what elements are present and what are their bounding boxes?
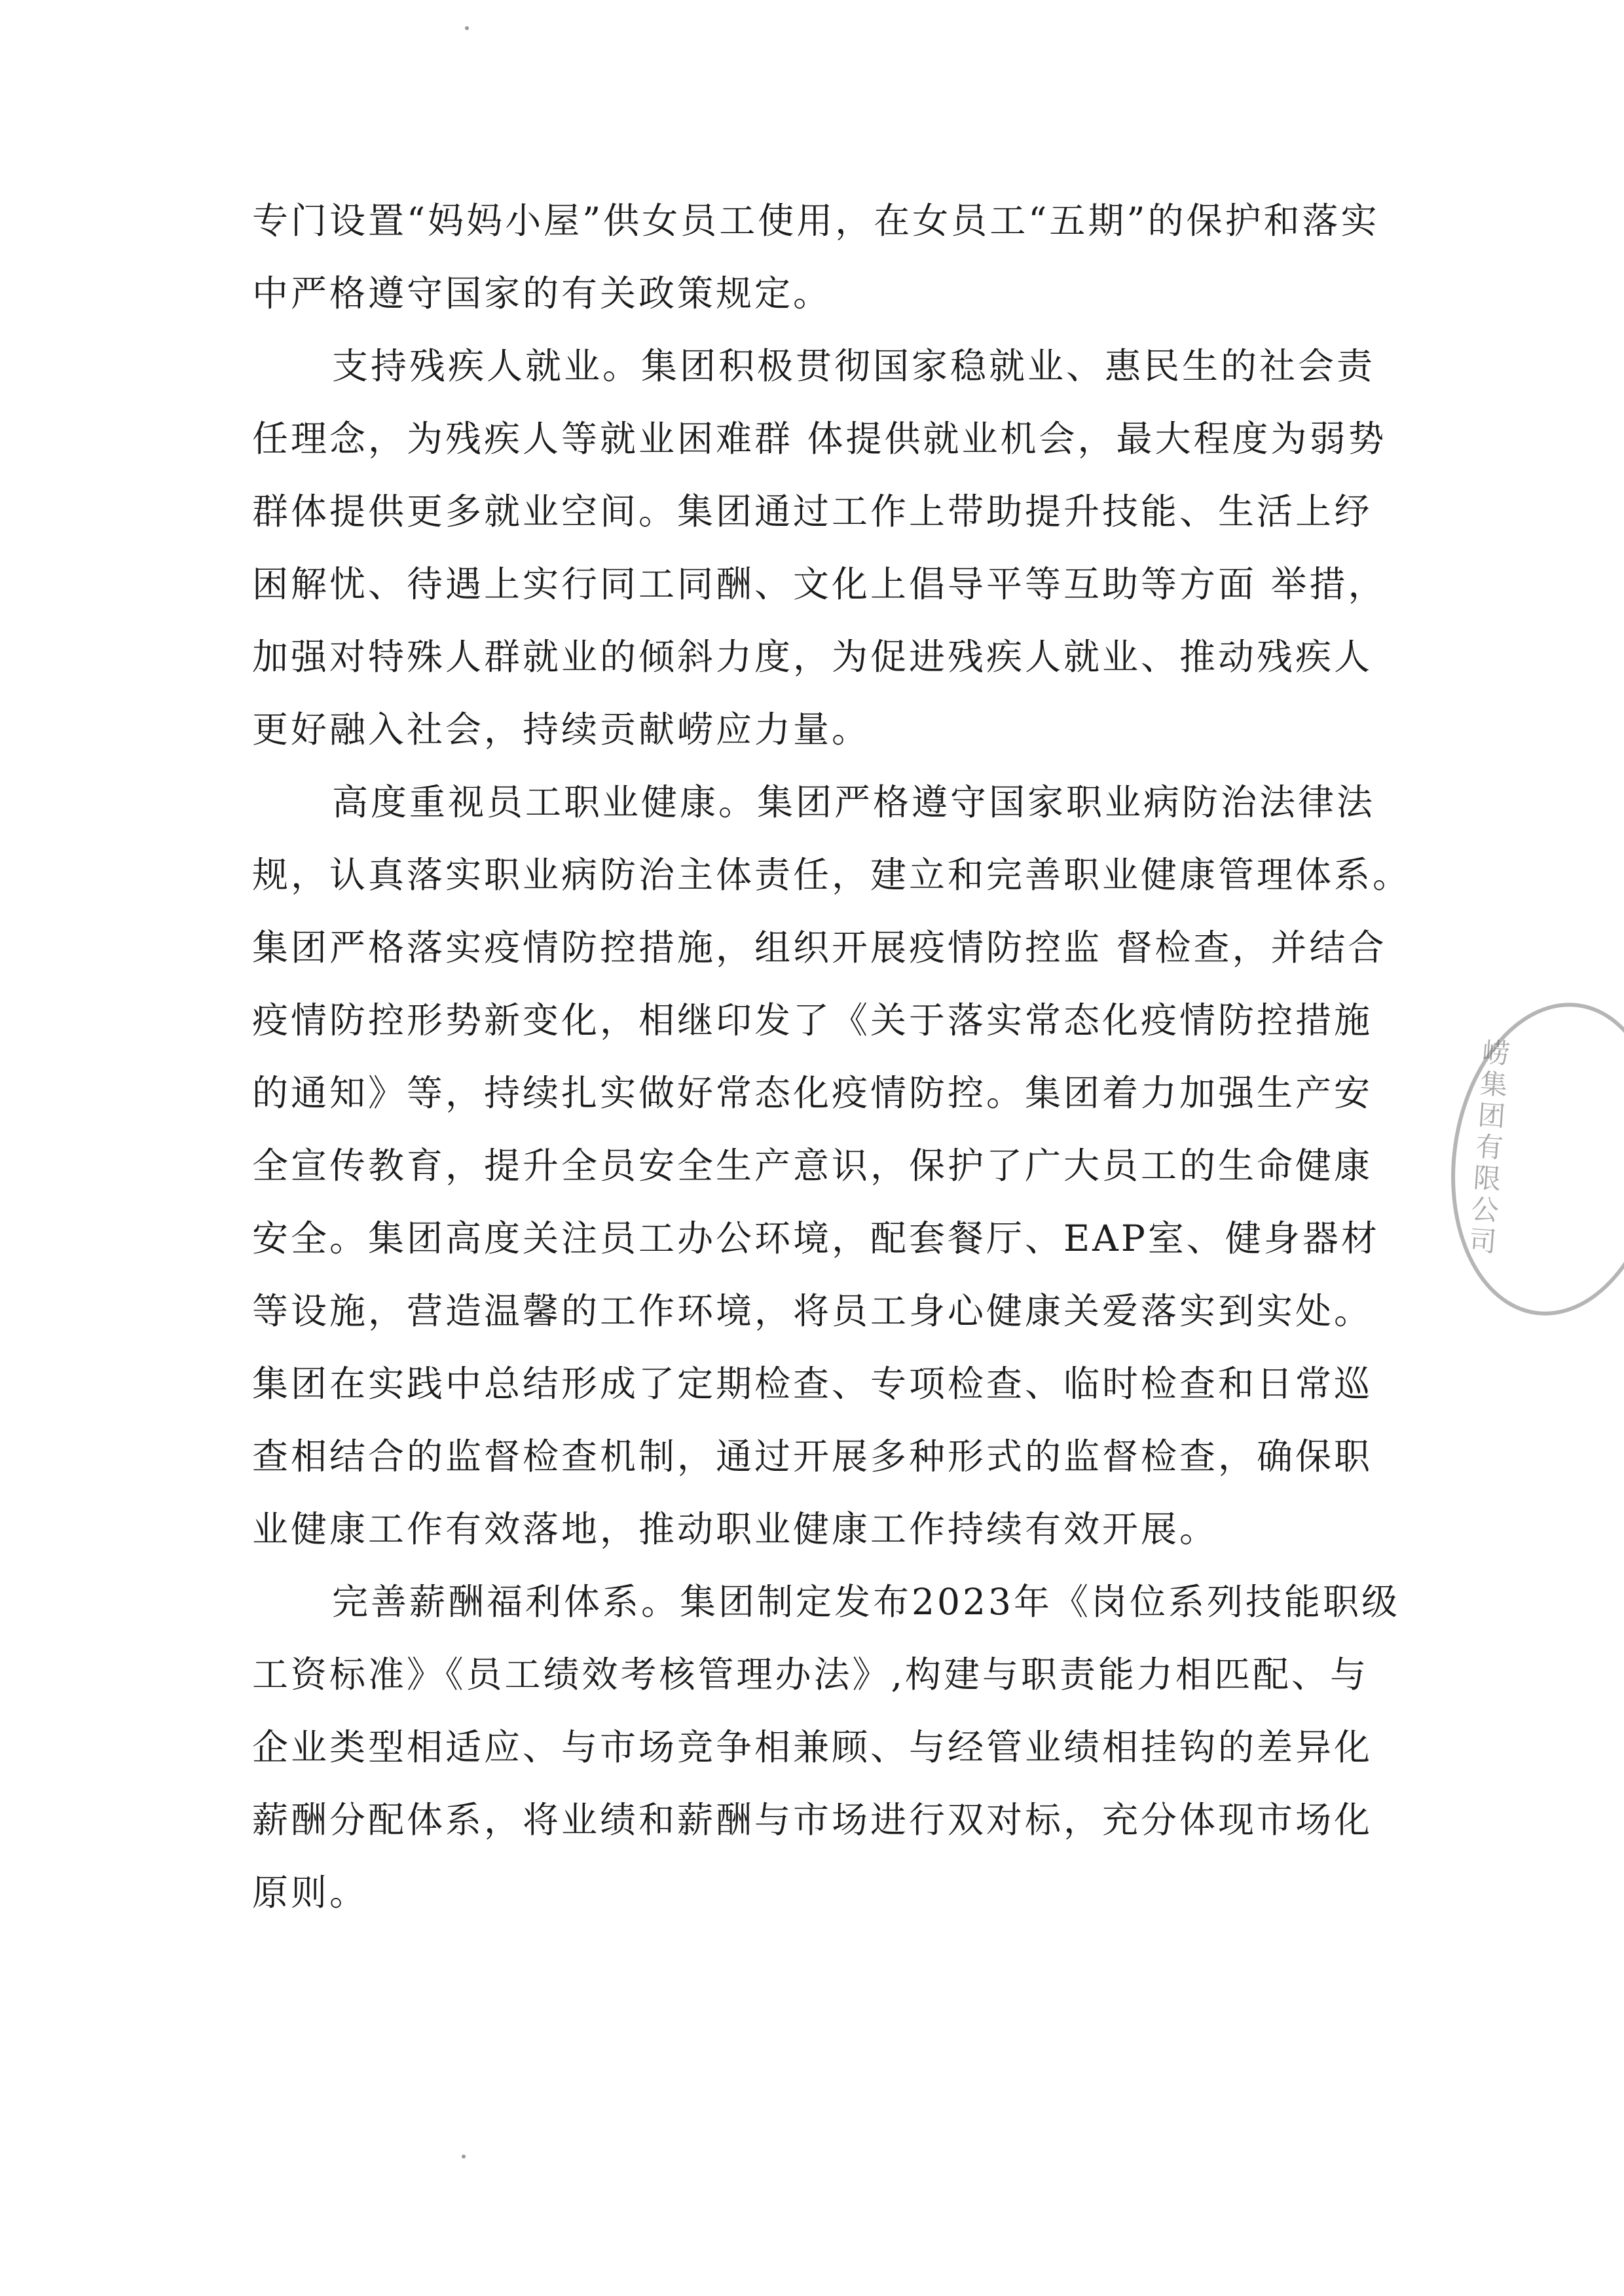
paragraph-start-line: 高度重视员工职业健康。集团严格遵守国家职业病防治法律法 <box>332 781 1376 823</box>
scan-speck <box>465 26 469 30</box>
text-line: 中严格遵守国家的有关政策规定。 <box>252 272 832 314</box>
text-line: 集团在实践中总结形成了定期检查、专项检查、临时检查和日常巡 <box>252 1363 1373 1405</box>
seal-text: 崂集团有限公司 <box>1464 1037 1511 1259</box>
text-line: 全宣传教育，提升全员安全生产意识，保护了广大员工的生命健康 <box>252 1145 1373 1187</box>
text-line: 查相结合的监督检查机制，通过开展多种形式的监督检查，确保职 <box>252 1435 1373 1477</box>
text-line: 原则。 <box>252 1872 369 1914</box>
text-line: 等设施，营造温馨的工作环境，将员工身心健康关爱落实到实处。 <box>252 1290 1373 1332</box>
paragraph-start-line: 支持残疾人就业。集团积极贯彻国家稳就业、惠民生的社会责 <box>332 345 1376 387</box>
text-line: 安全。集团高度关注员工办公环境，配套餐厅、EAP室、健身器材 <box>252 1217 1380 1259</box>
text-line: 工资标准》《员工绩效考核管理办法》,构建与职责能力相匹配、与 <box>252 1654 1369 1695</box>
partial-company-seal <box>1431 989 1624 1329</box>
text-line: 群体提供更多就业空间。集团通过工作上带助提升技能、生活上纾 <box>252 491 1373 532</box>
text-line: 疫情防控形势新变化，相继印发了《关于落实常态化疫情防控措施 <box>252 999 1373 1041</box>
text-line: 规，认真落实职业病防治主体责任，建立和完善职业健康管理体系。 <box>252 854 1412 896</box>
text-line: 企业类型相适应、与市场竞争相兼顾、与经管业绩相挂钩的差异化 <box>252 1726 1373 1768</box>
paragraph-start-line: 完善薪酬福利体系。集团制定发布2023年《岗位系列技能职级 <box>332 1581 1400 1623</box>
text-line: 的通知》等，持续扎实做好常态化疫情防控。集团着力加强生产安 <box>252 1072 1373 1114</box>
text-line: 困解忧、待遇上实行同工同酬、文化上倡导平等互助等方面 举措， <box>252 563 1387 605</box>
seal-ring <box>1431 989 1624 1329</box>
text-line: 加强对特殊人群就业的倾斜力度，为促进残疾人就业、推动残疾人 <box>252 636 1373 678</box>
text-line: 薪酬分配体系，将业绩和薪酬与市场进行双对标，充分体现市场化 <box>252 1799 1373 1841</box>
text-line: 集团严格落实疫情防控措施，组织开展疫情防控监 督检查，并结合 <box>252 927 1387 969</box>
scan-speck <box>462 2155 466 2158</box>
text-line: 任理念，为残疾人等就业困难群 体提供就业机会，最大程度为弱势 <box>252 418 1387 460</box>
text-line: 更好融入社会，持续贡献崂应力量。 <box>252 709 871 750</box>
document-body <box>252 185 1412 1929</box>
text-line: 专门设置“妈妈小屋”供女员工使用，在女员工“五期”的保护和落实 <box>252 200 1380 242</box>
text-line: 业健康工作有效落地，推动职业健康工作持续有效开展。 <box>252 1508 1219 1550</box>
